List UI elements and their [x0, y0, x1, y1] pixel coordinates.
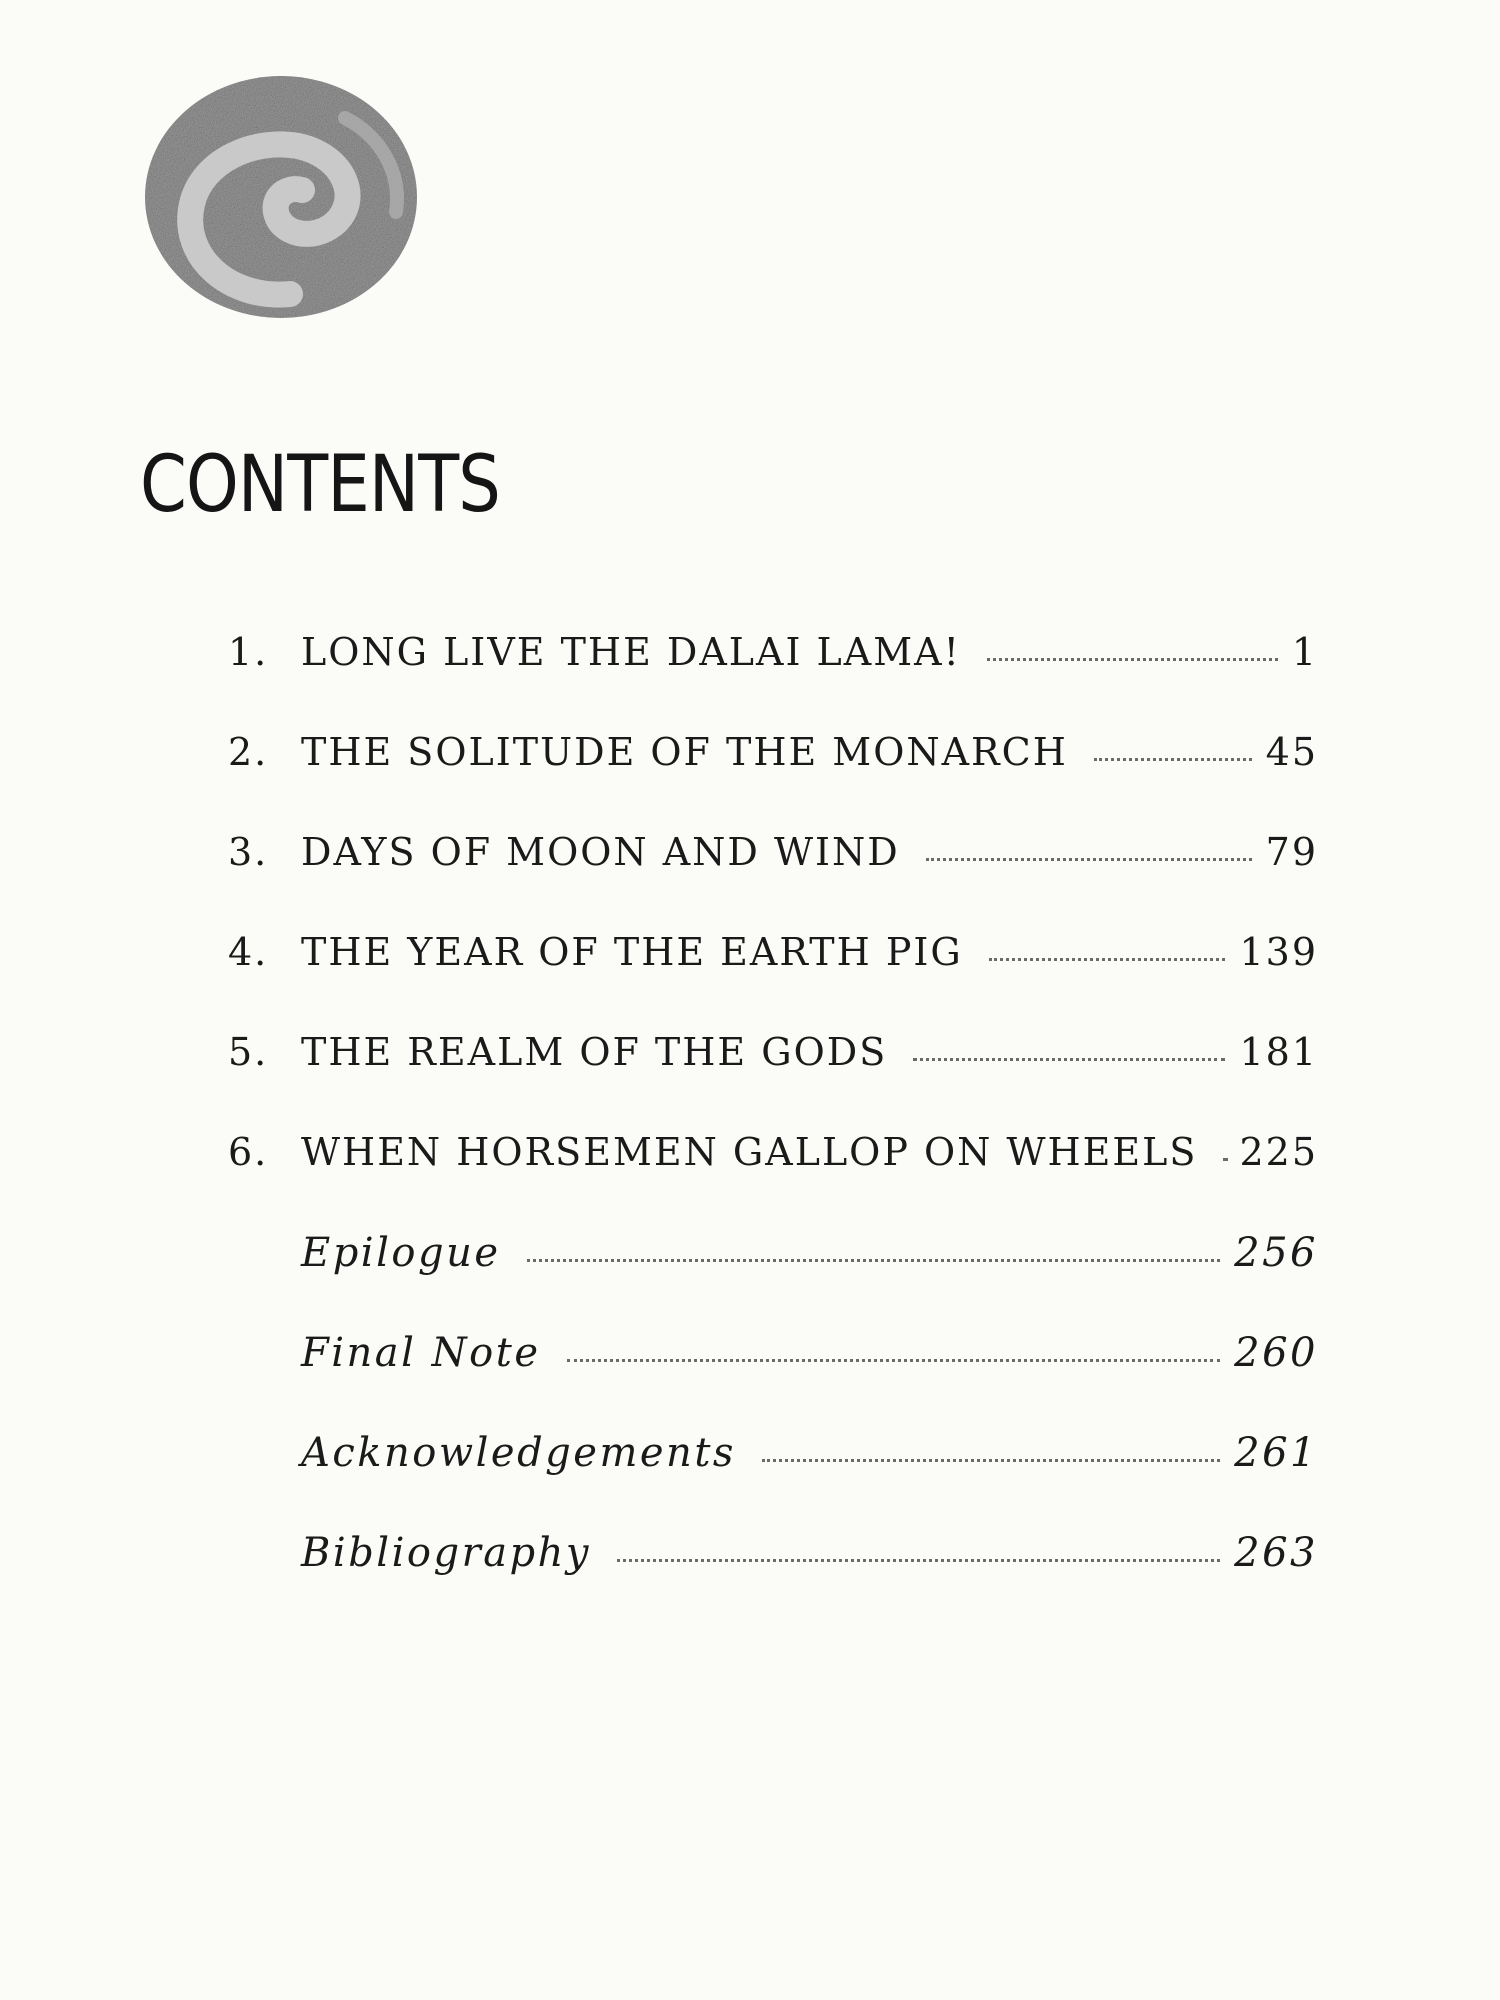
chapter-title: DAYS OF MOON AND WIND: [301, 830, 900, 874]
toc-entry-chapter-2[interactable]: [228, 730, 1318, 830]
toc-entry-chapter-1[interactable]: [228, 630, 1318, 730]
page-title: CONTENTS: [140, 440, 501, 530]
chapter-title: THE SOLITUDE OF THE MONARCH: [301, 730, 1068, 774]
page-number: 139: [1239, 930, 1318, 974]
chapter-number: 5.: [228, 1030, 269, 1074]
page-number: 261: [1234, 1430, 1318, 1476]
dot-leader: [987, 658, 1278, 661]
dot-leader: [567, 1359, 1221, 1362]
dot-leader: [913, 1058, 1225, 1061]
dot-leader: [1094, 758, 1252, 761]
swirl-emblem-icon: [140, 72, 422, 322]
toc-entry-chapter-3[interactable]: [228, 830, 1318, 930]
page-number: 79: [1265, 830, 1318, 874]
chapter-title: WHEN HORSEMEN GALLOP ON WHEELS: [301, 1130, 1198, 1174]
dot-leader: [617, 1559, 1220, 1562]
page-number: 45: [1265, 730, 1318, 774]
chapter-title: LONG LIVE THE DALAI LAMA!: [301, 630, 961, 674]
page-number: 1: [1291, 630, 1318, 674]
toc-entry-chapter-4[interactable]: [228, 930, 1318, 1030]
dot-leader: [762, 1459, 1220, 1462]
toc-entry-chapter-6[interactable]: [228, 1130, 1318, 1230]
section-title: Bibliography: [301, 1530, 591, 1576]
page-number: 260: [1234, 1330, 1318, 1376]
chapter-number: 1.: [228, 630, 269, 674]
dot-leader: [989, 958, 1226, 961]
dot-leader: [1223, 1158, 1225, 1161]
section-title: Final Note: [301, 1330, 541, 1376]
chapter-number: 3.: [228, 830, 269, 874]
page-number: 256: [1234, 1230, 1318, 1276]
chapter-title: THE REALM OF THE GODS: [301, 1030, 888, 1074]
chapter-title: THE YEAR OF THE EARTH PIG: [301, 930, 963, 974]
chapter-number: 2.: [228, 730, 269, 774]
chapter-number: 6.: [228, 1130, 269, 1174]
section-title: Acknowledgements: [301, 1430, 736, 1476]
toc-entry-chapter-5[interactable]: [228, 1030, 1318, 1130]
toc-entry-bibliography[interactable]: [228, 1530, 1318, 1630]
section-title: Epilogue: [301, 1230, 501, 1276]
page-number: 225: [1239, 1130, 1318, 1174]
dot-leader: [926, 858, 1252, 861]
dot-leader: [527, 1259, 1221, 1262]
toc-entry-acknowledgements[interactable]: [228, 1430, 1318, 1530]
table-of-contents: [228, 630, 1318, 1630]
page-number: 263: [1234, 1530, 1318, 1576]
toc-entry-final-note[interactable]: [228, 1330, 1318, 1430]
page-number: 181: [1239, 1030, 1318, 1074]
toc-entry-epilogue[interactable]: [228, 1230, 1318, 1330]
chapter-number: 4.: [228, 930, 269, 974]
